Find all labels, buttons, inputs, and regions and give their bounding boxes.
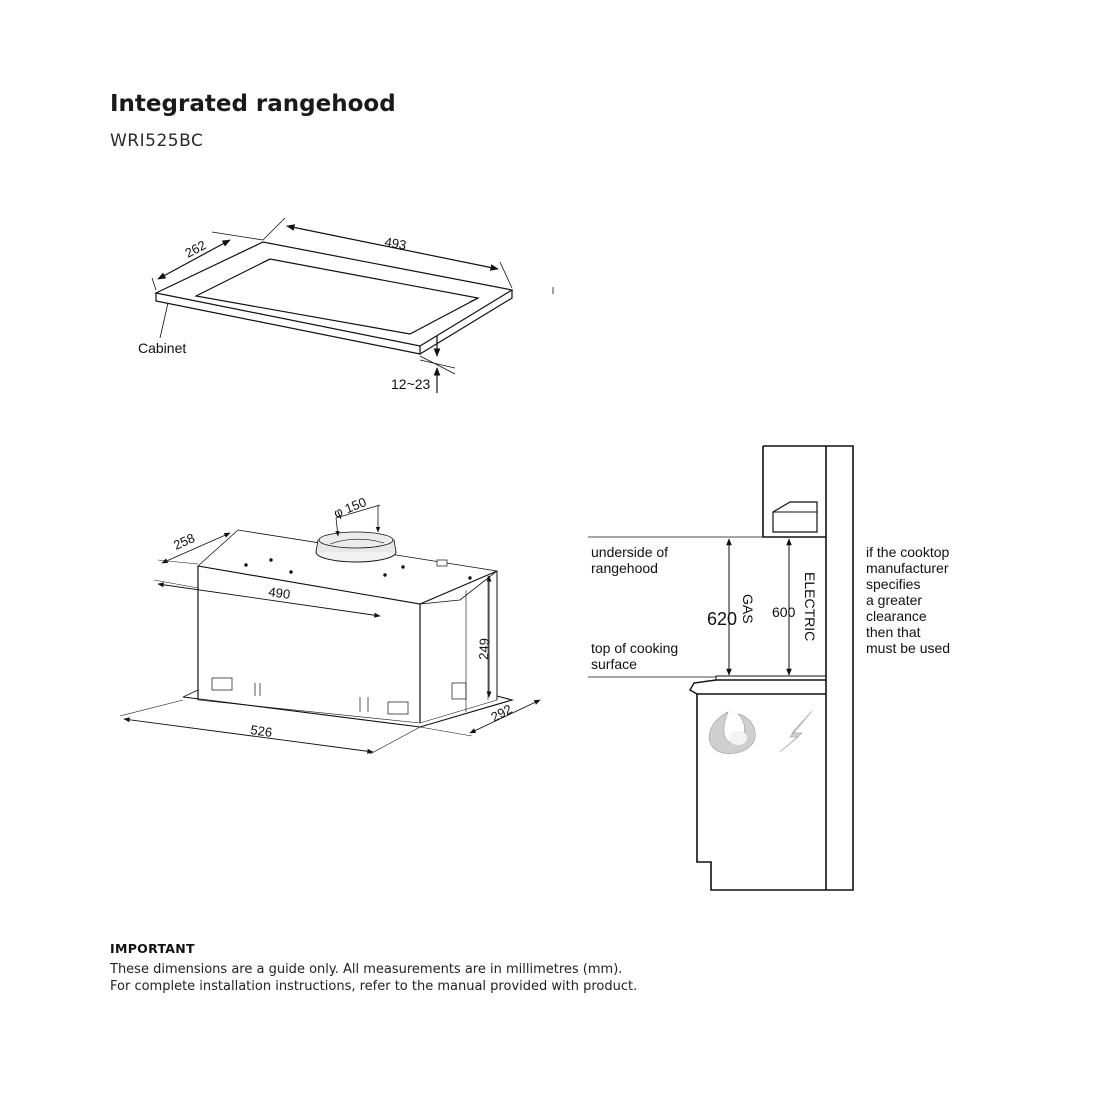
clearance-note-line6: then that <box>866 624 921 640</box>
underside-label-line2: rangehood <box>591 560 658 576</box>
important-note-line2: For complete installation instructions, refer to the manual provided with product. <box>110 979 638 994</box>
unit-depth-outer-label: 292 <box>488 701 515 725</box>
cutout-thickness-label: 12~23 <box>391 376 431 392</box>
cutout-width-label: 493 <box>383 234 408 253</box>
lightning-icon <box>780 711 812 752</box>
cooktop-label-line1: top of cooking <box>591 640 679 656</box>
duct-diameter-label: φ 150 <box>331 494 369 521</box>
important-heading: IMPORTANT <box>110 941 195 956</box>
unit-width-outer-label: 526 <box>249 722 274 740</box>
electric-label: ELECTRIC <box>802 572 818 642</box>
cabinet-cutout-drawing <box>152 218 553 393</box>
clearance-note-line2: manufacturer <box>866 560 949 576</box>
page-title: Integrated rangehood <box>110 91 396 117</box>
clearance-note-line1: if the cooktop <box>866 544 950 560</box>
model-number: WRI525BC <box>110 131 204 151</box>
cabinet-label: Cabinet <box>138 340 187 356</box>
unit-depth-top-label: 258 <box>171 530 198 553</box>
clearance-note-line7: must be used <box>866 640 951 656</box>
cutout-depth-label: 262 <box>182 237 209 261</box>
flame-icon <box>709 712 755 754</box>
clearance-note-line4: a greater <box>866 592 923 608</box>
underside-label-line1: underside of <box>591 544 669 560</box>
unit-height-label: 249 <box>476 637 492 661</box>
electric-clearance-value: 600 <box>772 604 796 620</box>
gas-clearance-value: 620 <box>707 609 738 629</box>
clearance-note-line3: specifies <box>866 576 921 592</box>
important-note-line1: These dimensions are a guide only. All measurements are in millimetres (mm). <box>110 962 623 977</box>
unit-width-inner-label: 490 <box>267 584 292 602</box>
gas-label: GAS <box>740 594 756 624</box>
cooktop-label-line2: surface <box>591 656 637 672</box>
clearance-note-line5: clearance <box>866 608 927 624</box>
